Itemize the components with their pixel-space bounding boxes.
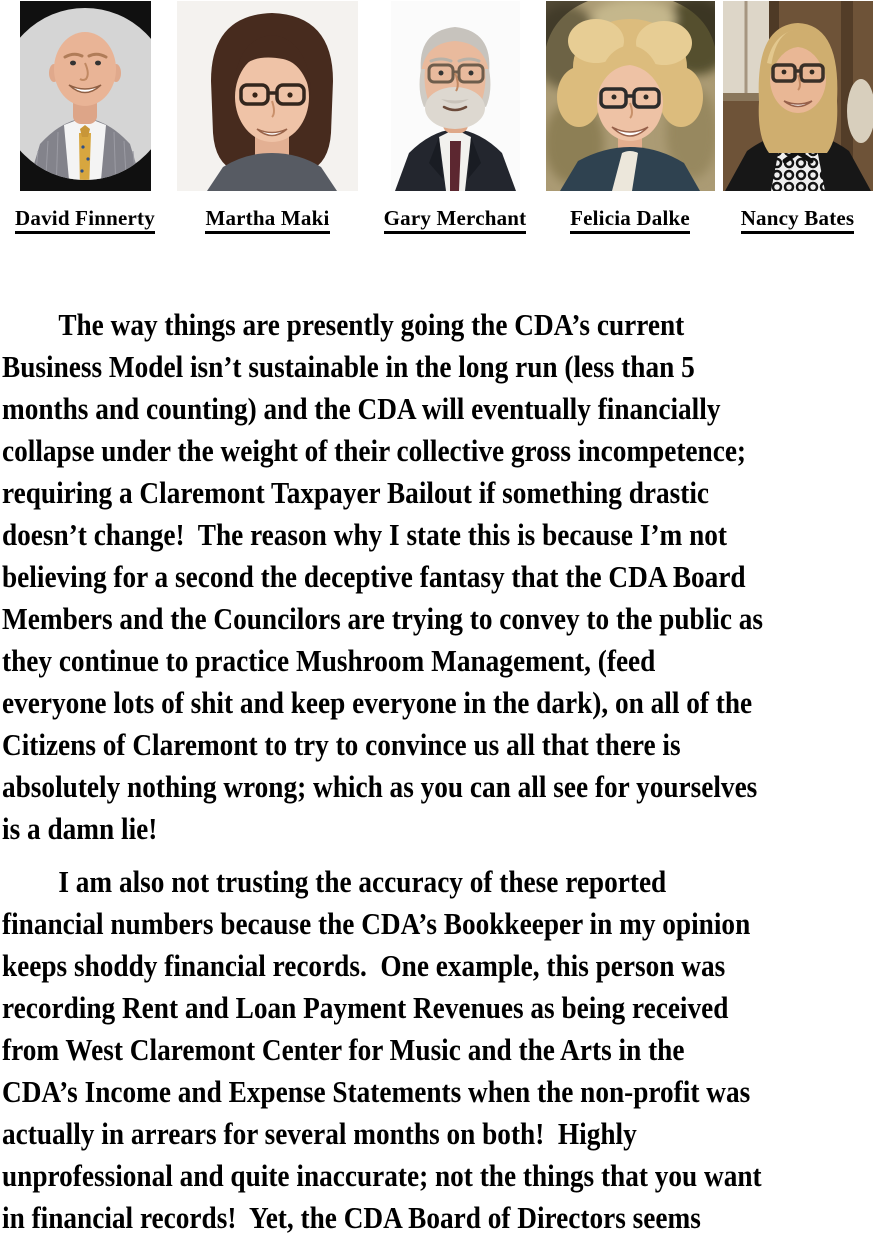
board-member-nancy-bates xyxy=(715,1,880,234)
paragraph-2 xyxy=(2,861,878,1239)
member-caption xyxy=(570,206,690,234)
photo-frame xyxy=(391,1,520,191)
portrait-felicia-dalke-image xyxy=(546,1,715,191)
text-line: requiring a Claremont Taxpayer Bailout if something drastic xyxy=(2,475,710,510)
text-line: Citizens of Claremont to try to convince us all that there is xyxy=(2,727,681,762)
member-name-felicia-dalke: Felicia Dalke xyxy=(570,206,690,234)
board-member-felicia-dalke xyxy=(545,1,715,234)
text-line: they continue to practice Mushroom Management, (feed xyxy=(2,643,656,678)
text-line: recording Rent and Loan Payment Revenues as being received xyxy=(2,990,729,1025)
text-line: The way things are presently going the CDA’s current xyxy=(58,307,685,342)
board-member-david-finnerty xyxy=(0,1,170,234)
text-line: everyone lots of shit and keep everyone in the dark), on all of the xyxy=(2,685,753,720)
text-line: Members and the Councilors are trying to convey to the public as xyxy=(2,601,764,636)
member-caption xyxy=(384,206,527,234)
portrait-david-finnerty-image xyxy=(20,1,151,191)
text-line: Business Model isn’t sustainable in the long run (less than 5 xyxy=(2,349,695,384)
text-line: keeps shoddy financial records. One example, this person was xyxy=(2,948,726,983)
member-name-gary-merchant: Gary Merchant xyxy=(384,206,527,234)
article-body xyxy=(0,304,880,1239)
text-line: I am also not trusting the accuracy of these reported xyxy=(58,864,667,899)
text-line: unprofessional and quite inaccurate; not the things that you want xyxy=(2,1158,762,1193)
board-member-martha-maki xyxy=(170,1,365,234)
text-line: absolutely nothing wrong; which as you can all see for yourselves xyxy=(2,769,758,804)
member-name-david-finnerty: David Finnerty xyxy=(15,206,155,234)
paragraph-1 xyxy=(2,304,878,850)
board-members-row xyxy=(0,0,880,234)
member-caption xyxy=(15,206,155,234)
photo-frame xyxy=(177,1,358,191)
text-line: collapse under the weight of their collective gross incompetence; xyxy=(2,433,747,468)
portrait-gary-merchant-image xyxy=(391,1,520,191)
text-line: months and counting) and the CDA will eventually financially xyxy=(2,391,721,426)
portrait-nancy-bates-image xyxy=(723,1,873,191)
photo-frame xyxy=(20,1,151,191)
text-line: believing for a second the deceptive fantasy that the CDA Board xyxy=(2,559,746,594)
member-caption xyxy=(205,206,329,234)
board-member-gary-merchant xyxy=(365,1,545,234)
portrait-martha-maki-image xyxy=(177,1,358,191)
photo-frame xyxy=(546,1,715,191)
text-line: actually in arrears for several months on both! Highly xyxy=(2,1116,637,1151)
text-line: financial numbers because the CDA’s Bookkeeper in my opinion xyxy=(2,906,751,941)
text-line: doesn’t change! The reason why I state this is because I’m not xyxy=(2,517,727,552)
member-name-martha-maki: Martha Maki xyxy=(205,206,329,234)
member-caption xyxy=(741,206,855,234)
member-name-nancy-bates: Nancy Bates xyxy=(741,206,855,234)
text-line: from West Claremont Center for Music and the Arts in the xyxy=(2,1032,685,1067)
text-line: in financial records! Yet, the CDA Board of Directors seems xyxy=(2,1200,701,1235)
text-line: is a damn lie! xyxy=(2,811,158,846)
text-line: CDA’s Income and Expense Statements when the non-profit was xyxy=(2,1074,751,1109)
photo-frame xyxy=(723,1,873,191)
